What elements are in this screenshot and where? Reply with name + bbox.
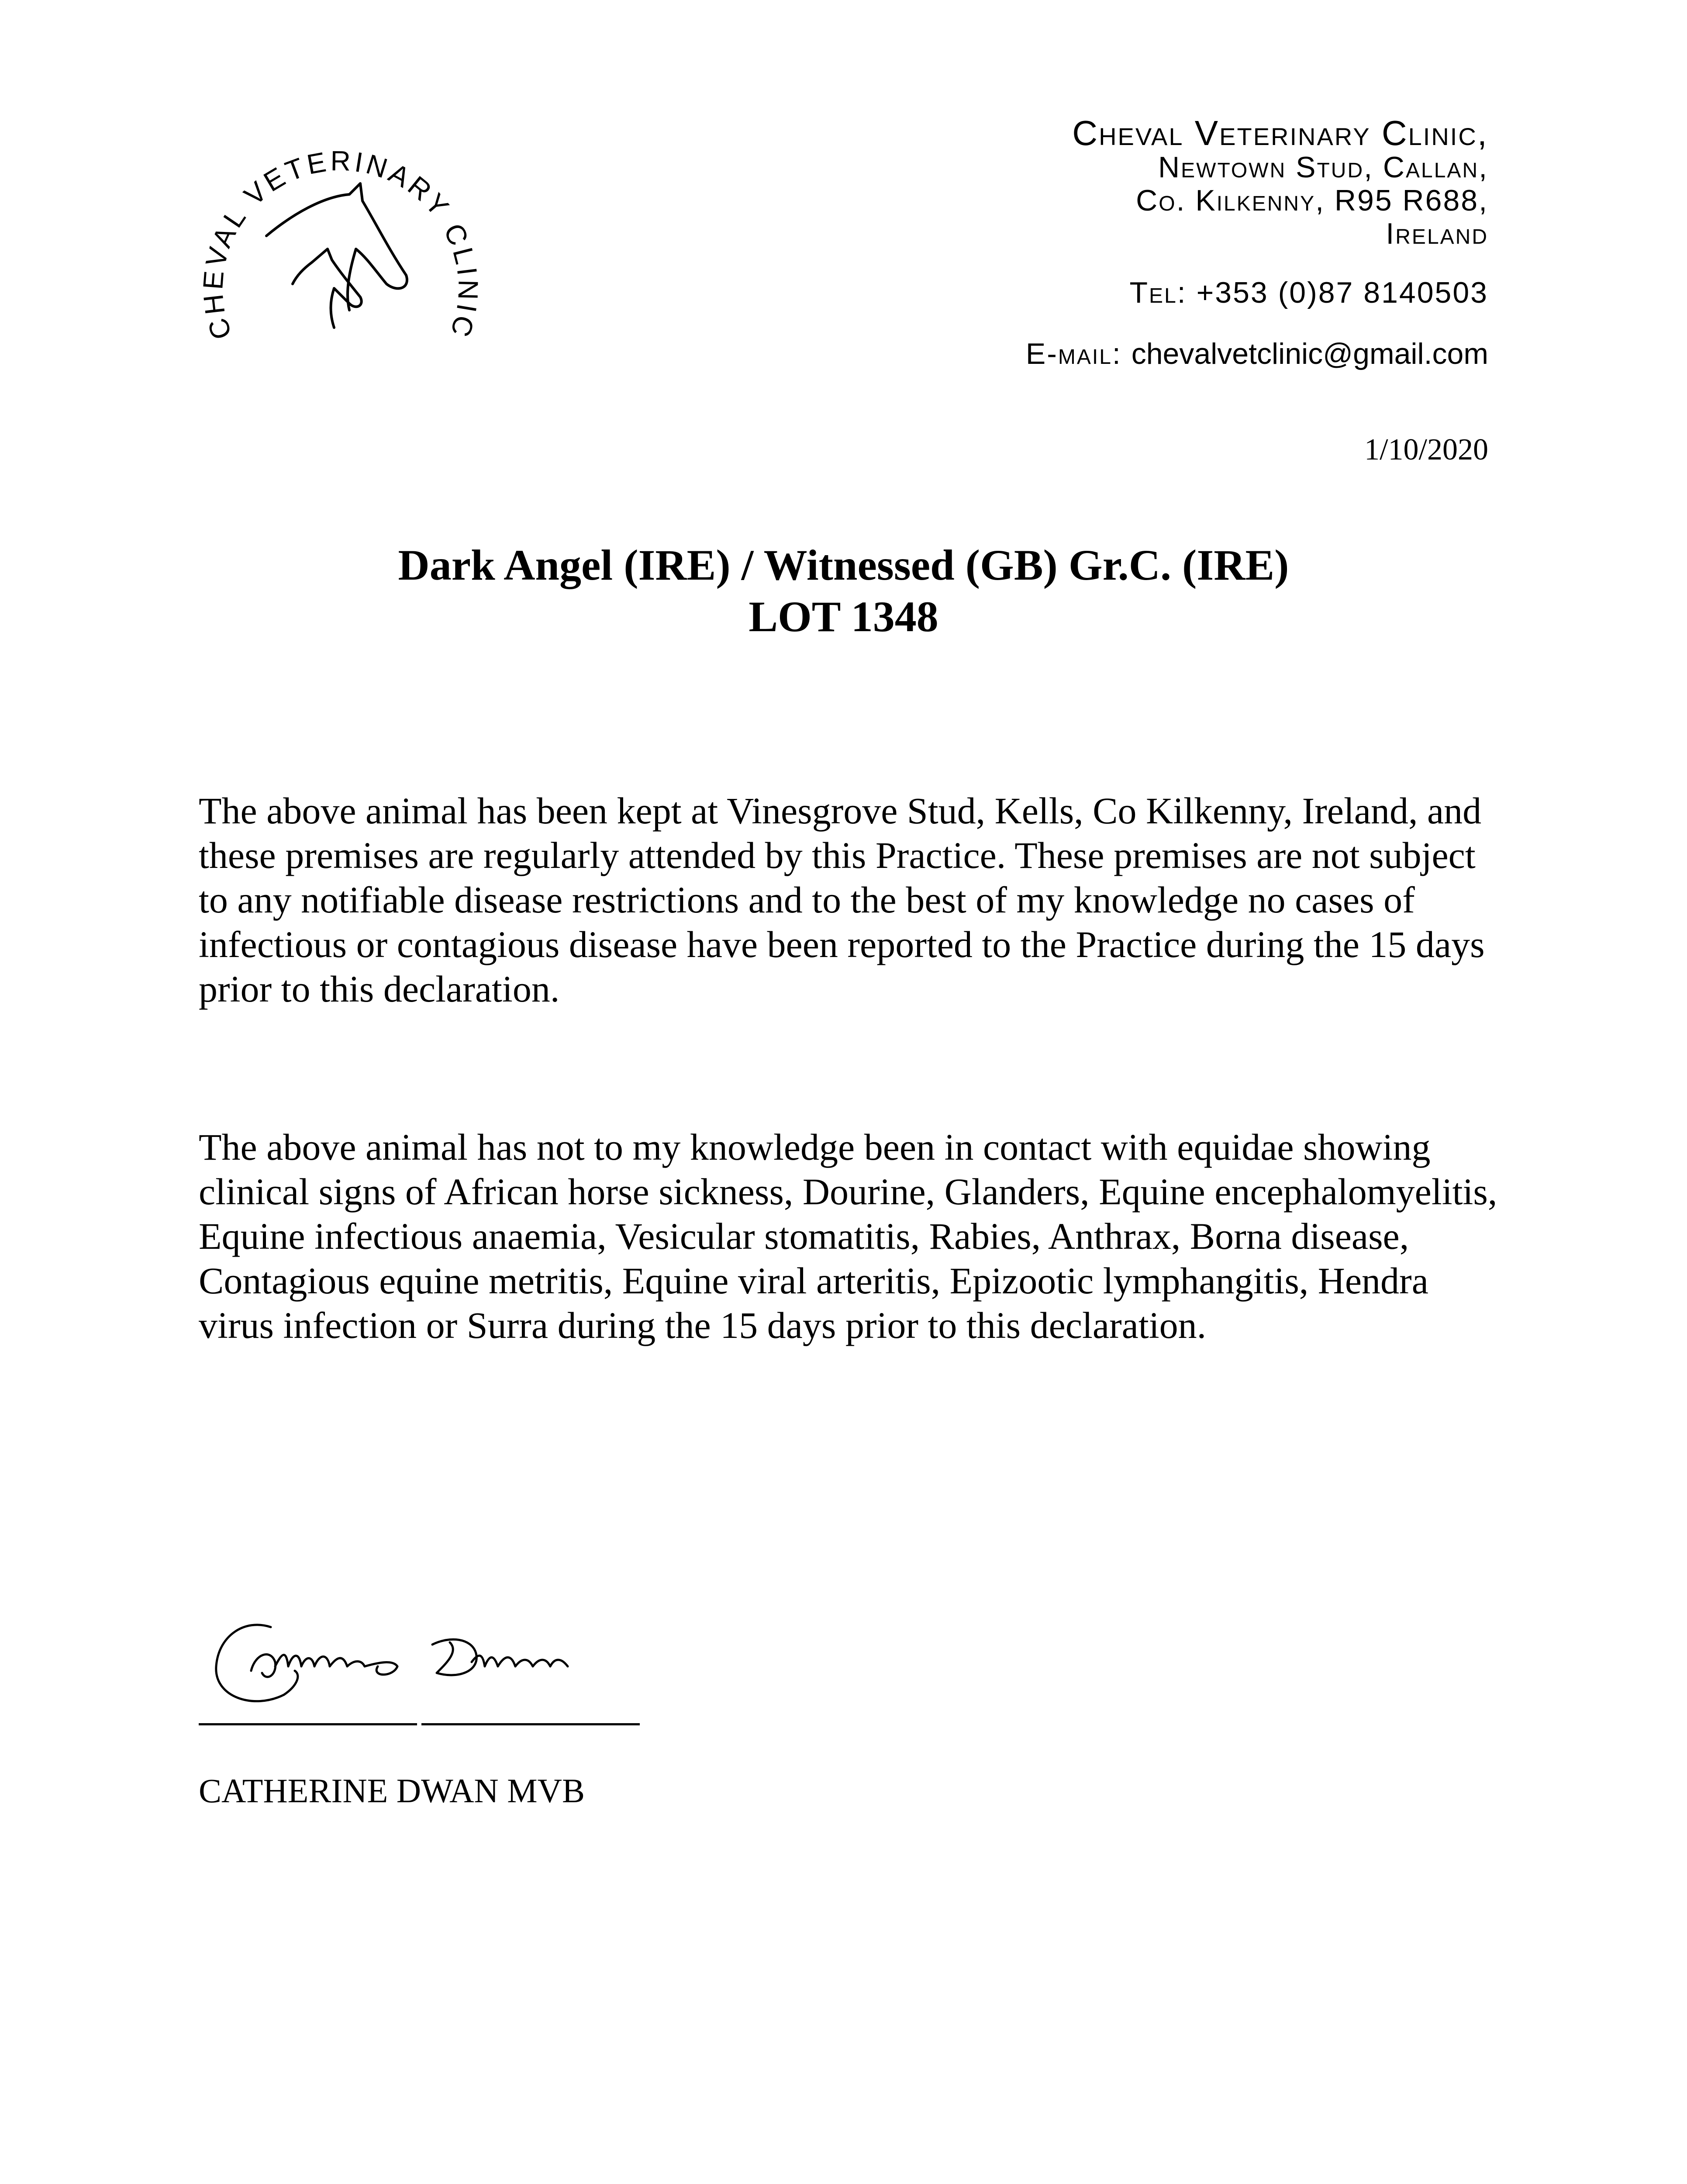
horse-heads-icon: [266, 183, 407, 328]
email-label: E-mail:: [1025, 337, 1122, 370]
telephone-label: Tel:: [1129, 276, 1187, 309]
signer-name: CATHERINE DWAN MVB: [199, 1772, 585, 1810]
clinic-address-block: [1026, 116, 1488, 371]
email-line: [1026, 337, 1488, 371]
document-date: 1/10/2020: [1364, 433, 1488, 467]
clinic-logo: [188, 118, 493, 380]
lot-number: LOT 1348: [749, 592, 938, 641]
clinic-name: Cheval Veterinary Clinic,: [1072, 114, 1488, 152]
address-line-3: Ireland: [1386, 217, 1488, 250]
signature-line-left: [199, 1723, 417, 1725]
document-title: [0, 539, 1687, 643]
logo-text: CHEVAL VETERINARY CLINIC: [197, 145, 484, 344]
email-address: chevalvetclinic@gmail.com: [1131, 337, 1488, 370]
signature-line-right: [421, 1723, 640, 1725]
declaration-paragraph-premises: The above animal has been kept at Vinesgrove Stud, Kells, Co Kilkenny, Ireland, and these premises are regularly attended by this Practice. These premises are not subject to any notifiable disease restrictions and to the best of my knowledge no cases of infectious or contagious disease have been reported to the Practice during the 15 days prior to this declaration.: [199, 790, 1485, 1010]
address-line-1: Newtown Stud, Callan,: [1158, 151, 1488, 184]
handwritten-signature: [205, 1601, 598, 1723]
declaration-paragraph-disease-contact: The above animal has not to my knowledge been in contact with equidae showing clinical signs of African horse sickness, Dourine, Glanders, Equine encephalomyelitis, Equine infectious anaemia, Vesicular stomatitis, Rabies, Anthrax, Borna disease, Contagious equine metritis, Equine viral arteritis, Epizootic lymphangitis, Hendra virus infection or Surra during the 15 days prior to this declaration.: [199, 1126, 1497, 1346]
telephone-number: +353 (0)87 8140503: [1196, 276, 1488, 309]
telephone-line: [1026, 276, 1488, 310]
address-line-2: Co. Kilkenny, R95 R688,: [1136, 184, 1488, 217]
horse-pedigree: Dark Angel (IRE) / Witnessed (GB) Gr.C. (IRE): [398, 541, 1289, 589]
